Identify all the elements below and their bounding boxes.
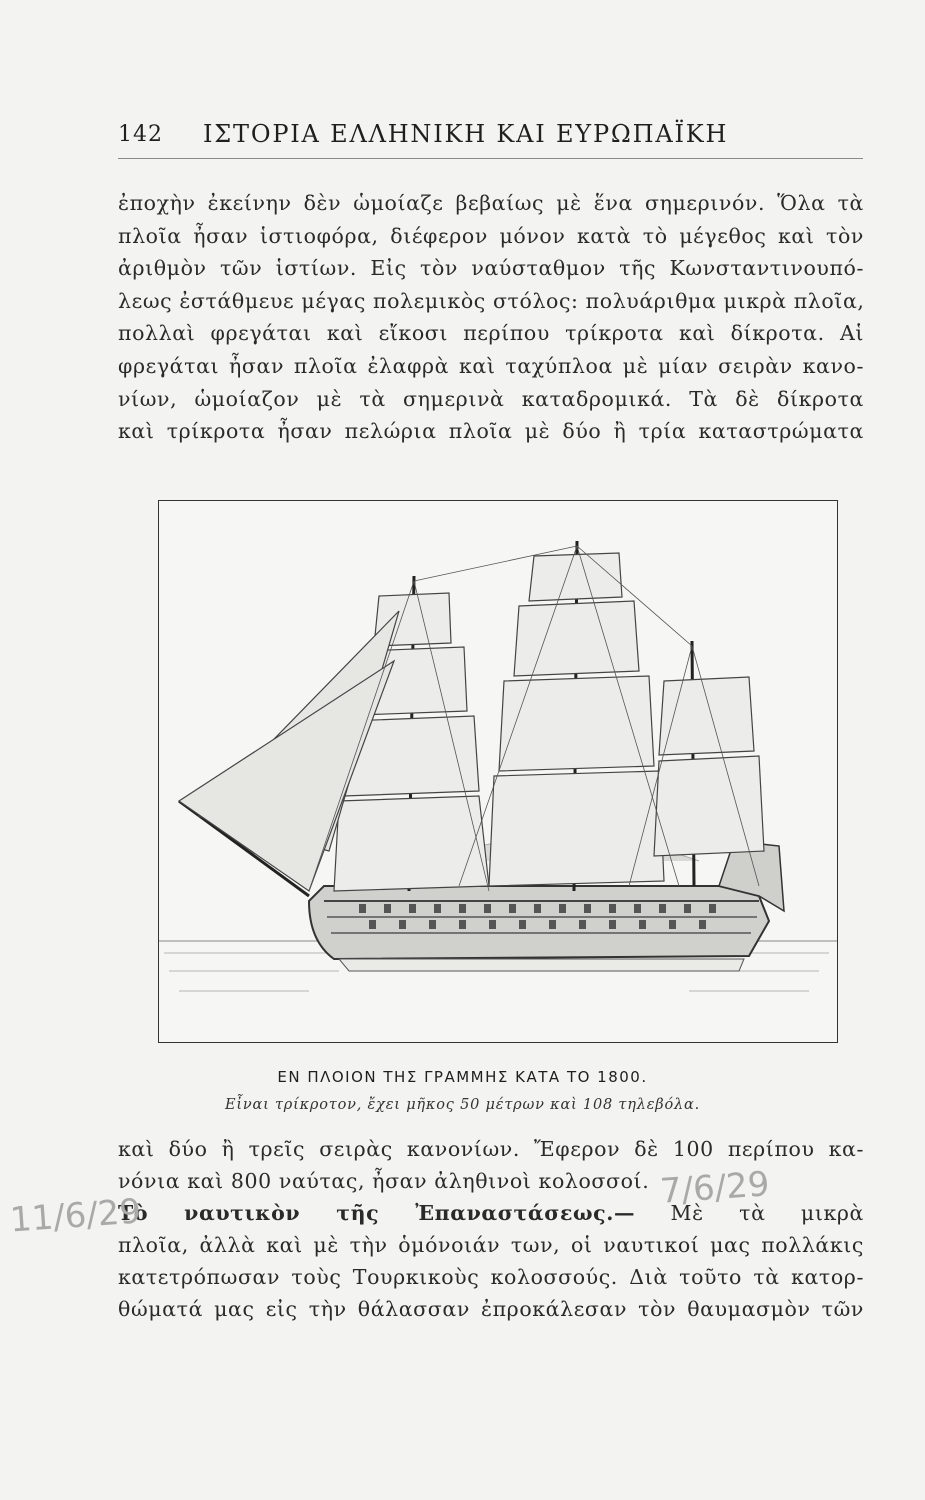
text-line: καὶ δύο ἢ τρεῖς σειρὰς κανονίων. Ἔφερον δὲ 100 περίπου κα- — [118, 1137, 864, 1161]
text-line: πλοῖα, ἀλλὰ καὶ μὲ τὴν ὁμόνοιάν των, οἱ ναυτικοί μας πολλάκις — [118, 1233, 864, 1257]
section-heading: Τὸ ναυτικὸν τῆς Ἐπαναστάσεως.— — [118, 1201, 636, 1225]
ship-of-the-line-engraving — [159, 501, 837, 1042]
body-text-bottom — [118, 1133, 864, 1325]
handwritten-date-left: 11/6/29 — [8, 1191, 143, 1241]
text-line: νίων, ὡμοίαζον μὲ τὰ σημερινὰ καταδρομικά. Τὰ δὲ δίκροτα — [118, 386, 864, 411]
text-line: κατετρόπωσαν τοὺς Τουρκικοὺς κολοσσούς. Διὰ τοῦτο τὰ κατορ- — [118, 1265, 864, 1289]
figure-caption-subtitle: Εἶναι τρίκροτον, ἔχει μῆκος 50 μέτρων καὶ 108 τηλεβόλα. — [225, 1097, 700, 1113]
text-line: καὶ τρίκροτα ἦσαν πελώρια πλοῖα μὲ δύο ἢ τρία καταστρώματα — [118, 419, 864, 444]
text-line: πλοῖα ἦσαν ἱστιοφόρα, διέφερον μόνον κατὰ τὸ μέγεθος καὶ τὸν — [118, 223, 864, 248]
text-line: νόνια καὶ 800 ναύτας, ἦσαν ἀληθινοὶ κολοσσοί. — [118, 1169, 650, 1193]
text-line: λεως ἐστάθμευε μέγας πολεμικὸς στόλος: πολυάριθμα μικρὰ πλοῖα, — [118, 288, 865, 313]
figure-caption-title: ΕΝ ΠΛΟΙΟΝ ΤΗΣ ΓΡΑΜΜΗΣ ΚΑΤΑ ΤΟ 1800. — [277, 1068, 648, 1086]
page-number: 142 — [118, 122, 163, 147]
text-line: θώματά μας εἰς τὴν θάλασσαν ἐπροκάλεσαν τὸν θαυμασμὸν τῶν — [118, 1297, 864, 1321]
running-title: ΙΣΤΟΡΙΑ ΕΛΛΗΝΙΚΗ ΚΑΙ ΕΥΡΩΠΑΪΚΗ — [203, 120, 729, 148]
text-line: ἀριθμὸν τῶν ἱστίων. Εἰς τὸν ναύσταθμον τῆς Κωνσταντινουπό- — [118, 256, 864, 281]
handwritten-date-right: 7/6/29 — [658, 1164, 771, 1212]
page-header — [118, 118, 863, 159]
text-line: ἐποχὴν ἐκείνην δὲν ὡμοίαζε βεβαίως μὲ ἕνα σημερινόν. Ὅλα τὰ — [118, 191, 864, 215]
text-line: πολλαὶ φρεγάται καὶ εἴκοσι περίπου τρίκροτα καὶ δίκροτα. Αἱ — [118, 321, 864, 346]
body-text-top — [118, 187, 864, 448]
text-fragment: Μὲ τὰ μικρὰ — [635, 1201, 864, 1225]
text-line: φρεγάται ἦσαν πλοῖα ἐλαφρὰ καὶ ταχύπλοα μὲ μίαν σειρὰν κανο- — [118, 353, 864, 378]
ship-illustration — [158, 500, 838, 1043]
